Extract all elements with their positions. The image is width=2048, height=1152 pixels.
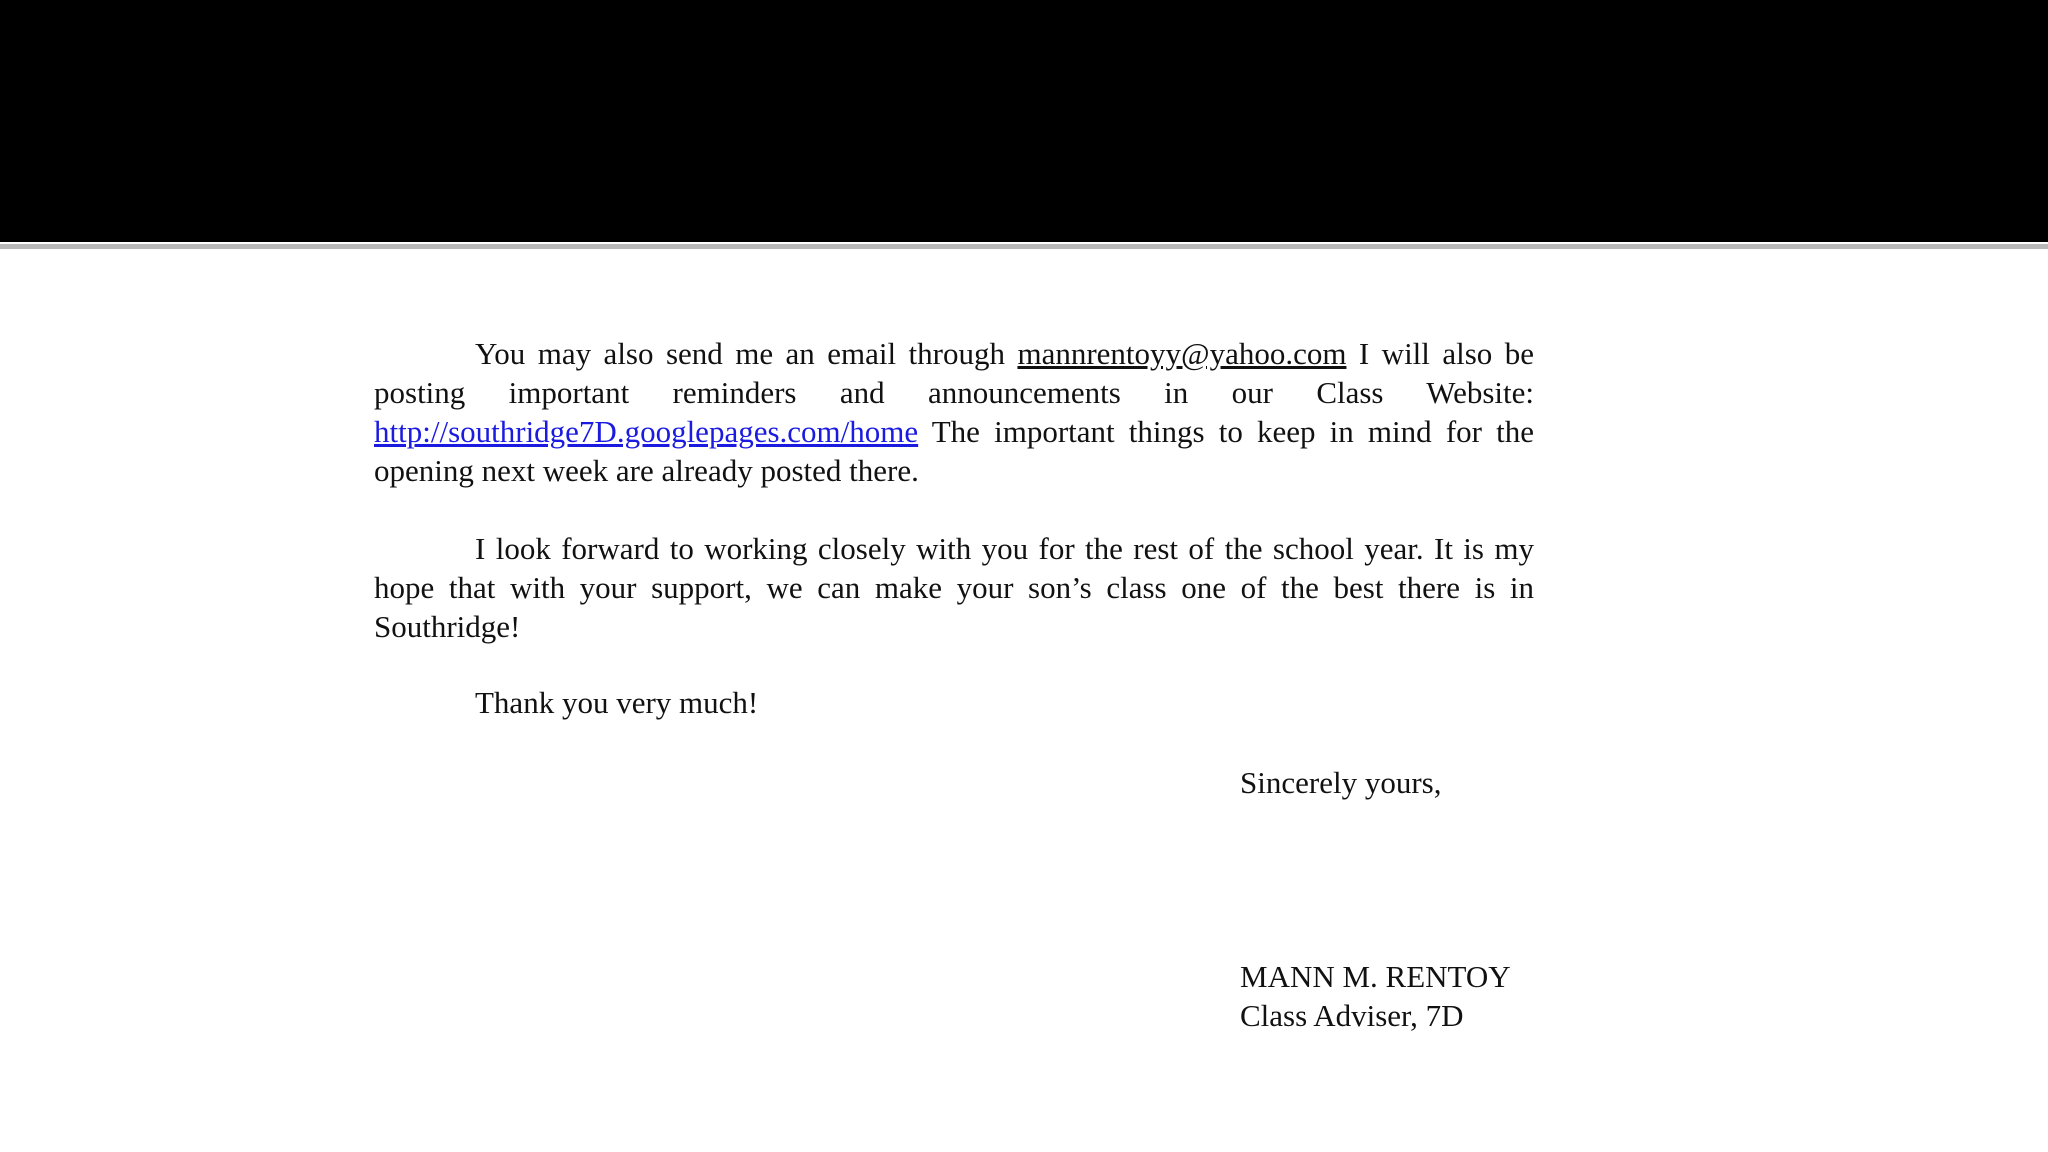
contact-end-text: The important things to keep in mind for the opening next week are already posted there. xyxy=(374,414,1534,488)
closing-salutation: Sincerely yours, xyxy=(1240,765,1442,800)
signer-name: MANN M. RENTOY xyxy=(1240,959,1511,994)
paragraph-contact xyxy=(374,334,1534,490)
contact-middle-text: I will also be posting important reminders and announcements in our Class Website: xyxy=(374,336,1534,410)
top-black-band xyxy=(0,0,2048,242)
signature-block xyxy=(1240,957,1511,1035)
signer-title: Class Adviser, 7D xyxy=(1240,998,1464,1033)
letter-body xyxy=(374,334,1534,722)
divider-line xyxy=(0,244,2048,249)
email-link[interactable]: mannrentoyy@yahoo.com xyxy=(1017,336,1347,371)
class-website-link[interactable]: http://southridge7D.googlepages.com/home xyxy=(374,414,919,449)
paragraph-closing-hope: I look forward to working closely with you for the rest of the school year. It is my hope that with your support, we can make your son’s class one of the best there is in Southridge! xyxy=(374,531,1534,644)
contact-intro-text: You may also send me an email through xyxy=(475,336,1018,371)
paragraph-thanks: Thank you very much! xyxy=(475,685,759,720)
